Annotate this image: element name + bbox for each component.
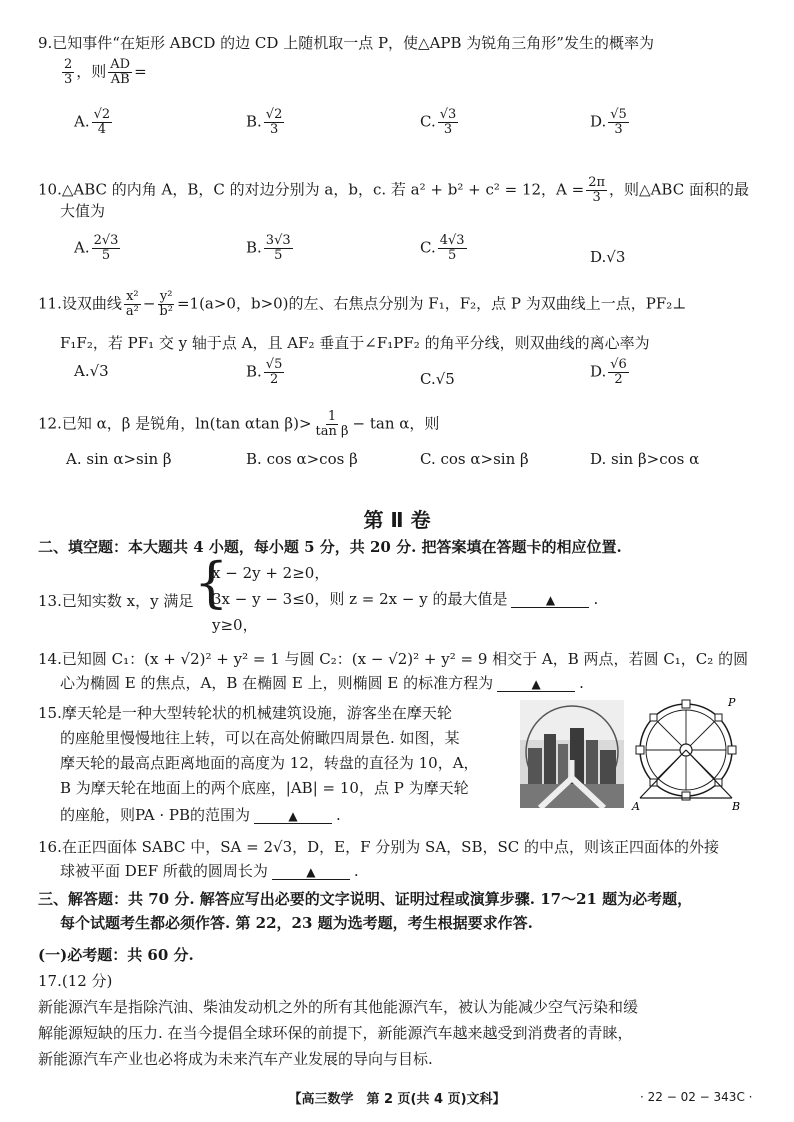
q13-constraint-3: y≥0， bbox=[212, 616, 258, 634]
solve-header-line1: 三、解答题：共 70 分. 解答应写出必要的文字说明、证明过程或演算步骤. 17～21 题为必考题， bbox=[38, 890, 693, 908]
q14-line2: 心为椭圆 E 的焦点，A，B 在椭圆 E 上，则椭圆 E 的标准方程为 ▲ . bbox=[60, 674, 584, 692]
fill-in-header: 二、填空题：本大题共 4 小题，每小题 5 分，共 20 分. 把答案填在答题卡的相应位置. bbox=[38, 538, 622, 556]
ferris-wheel-diagram bbox=[628, 694, 744, 812]
q9-option-c[interactable]: C. $\frac{√3}{3}$ bbox=[420, 107, 457, 137]
q10-option-a[interactable]: A. $\frac{2√3}{5}$ bbox=[74, 233, 119, 263]
q11-option-d[interactable]: D. $\frac{√6}{2}$ bbox=[590, 357, 627, 387]
required-header: (一)必考题：共 60 分. bbox=[38, 946, 194, 964]
q12-option-a[interactable]: A. sin α>sin β bbox=[66, 450, 172, 468]
q11-line1: 11.设双曲线 $\frac{\text{x²}}{\text{a²}}$ − $\frac{\text{y²}}{\text{b²}}$ =1(a>0，b>0)的左、右焦点分别为 F₁，F₂，点 P 为双曲线上一点，PF₂⊥ bbox=[38, 289, 687, 319]
q9-line2: $\frac{2}{3}$ ，则 $\frac{AD}{AB}$ = bbox=[64, 57, 147, 87]
q15-line5: 的座舱，则PA · PB的范围为 ▲ . bbox=[60, 806, 341, 824]
footer-code: · 22 − 02 − 343C · bbox=[640, 1090, 753, 1104]
q10-option-d[interactable]: D.√3 bbox=[590, 248, 626, 266]
section-2-title: 第 Ⅱ 卷 bbox=[363, 508, 431, 532]
q9-line1: 9.已知事件“在矩形 ABCD 的边 CD 上随机取一点 P，使△APB 为锐角三角形”发生的概率为 bbox=[38, 34, 654, 52]
q16-line2: 球被平面 DEF 所截的圆周长为 ▲ . bbox=[60, 862, 359, 880]
q13-constraint-2: 3x − y − 3≤0，则 z = 2x − y 的最大值是 ▲ . bbox=[212, 590, 599, 608]
q9-option-b[interactable]: B. $\frac{√2}{3}$ bbox=[246, 107, 283, 137]
q9-option-a[interactable]: A. $\frac{√2}{4}$ bbox=[74, 107, 111, 137]
q14-line1: 14.已知圆 C₁：(x + √2)² + y² = 1 与圆 C₂：(x − √2)² + y² = 9 相交于 A，B 两点，若圆 C₁，C₂ 的圆 bbox=[38, 650, 749, 668]
ferris-wheel-photo bbox=[520, 700, 624, 808]
q12-option-c[interactable]: C. cos α>sin β bbox=[420, 450, 529, 468]
q10-line2: 大值为 bbox=[60, 202, 106, 220]
q9-fraction: $\frac{2}{3}$ bbox=[64, 57, 73, 87]
q10-angle: $\frac{2\pi}{3}$ bbox=[588, 175, 606, 205]
q15-line3: 摩天轮的最高点距离地面的高度为 12，转盘的直径为 10，A， bbox=[60, 754, 479, 772]
q15-line2: 的座舱里慢慢地往上转，可以在高处俯瞰四周景色. 如图，某 bbox=[60, 729, 460, 747]
q13-constraint-1: x − 2y + 2≥0， bbox=[212, 564, 330, 582]
q10-option-c[interactable]: C. $\frac{4√3}{5}$ bbox=[420, 233, 465, 263]
q11-option-b[interactable]: B. $\frac{√5}{2}$ bbox=[246, 357, 283, 387]
q10-line1: 10.△ABC 的内角 A，B，C 的对边分别为 a，b，c. 若 a² + b² + c² = 12，A = $\frac{2\pi}{3}$ ，则△ABC 面积的最 bbox=[38, 175, 749, 205]
q12-option-b[interactable]: B. cos α>cos β bbox=[246, 450, 358, 468]
q12-line1: 12.已知 α，β 是锐角，ln(tan αtan β)> $\frac{1}{\text{tan β}}$ − tan α，则 bbox=[38, 409, 440, 439]
q15-line4: B 为摩天轮在地面上的两个底座，|AB| = 10，点 P 为摩天轮 bbox=[60, 779, 469, 797]
q13-prefix: 13.已知实数 x，y 满足 bbox=[38, 592, 194, 610]
q9-ratio: $\frac{AD}{AB}$ bbox=[110, 57, 131, 87]
q14-answer-blank[interactable]: ▲ bbox=[497, 677, 575, 692]
q16-line1: 16.在正四面体 SABC 中，SA = 2√3，D，E，F 分别为 SA，SB，SC 的中点，则该正四面体的外接 bbox=[38, 838, 719, 856]
q15-answer-blank[interactable]: ▲ bbox=[254, 809, 332, 824]
q17-head: 17.(12 分) bbox=[38, 972, 113, 990]
diagram-label-a: A bbox=[632, 800, 640, 812]
q17-line1: 新能源汽车是指除汽油、柴油发动机之外的所有其他能源汽车，被认为能减少空气污染和缓 bbox=[38, 998, 639, 1016]
diagram-label-b: B bbox=[732, 800, 741, 812]
q17-line2: 解能源短缺的压力. 在当今提倡全球环保的前提下，新能源汽车越来越受到消费者的青睐， bbox=[38, 1024, 633, 1042]
q10-option-b[interactable]: B. $\frac{3√3}{5}$ bbox=[246, 233, 291, 263]
footer-page-info: 【高三数学 第 2 页(共 4 页)文科】 bbox=[288, 1092, 506, 1107]
q11-line2: F₁F₂，若 PF₁ 交 y 轴于点 A，且 AF₂ 垂直于∠F₁PF₂ 的角平分线，则双曲线的离心率为 bbox=[60, 334, 650, 352]
solve-header-line2: 每个试题考生都必须作答. 第 22，23 题为选考题，考生根据要求作答. bbox=[60, 914, 533, 932]
q11-option-a[interactable]: A.√3 bbox=[74, 362, 109, 380]
q13-answer-blank[interactable]: ▲ bbox=[511, 593, 589, 608]
q16-answer-blank[interactable]: ▲ bbox=[272, 865, 350, 880]
q17-line3: 新能源汽车产业也必将成为未来汽车产业发展的导向与目标. bbox=[38, 1050, 433, 1068]
q12-option-d[interactable]: D. sin β>cos α bbox=[590, 450, 700, 468]
q13-brace: { bbox=[194, 551, 229, 614]
q11-option-c[interactable]: C.√5 bbox=[420, 370, 455, 388]
q15-line1: 15.摩天轮是一种大型转轮状的机械建筑设施，游客坐在摩天轮 bbox=[38, 704, 452, 722]
diagram-label-p: P bbox=[728, 696, 736, 709]
q9-option-d[interactable]: D. $\frac{√5}{3}$ bbox=[590, 107, 627, 137]
